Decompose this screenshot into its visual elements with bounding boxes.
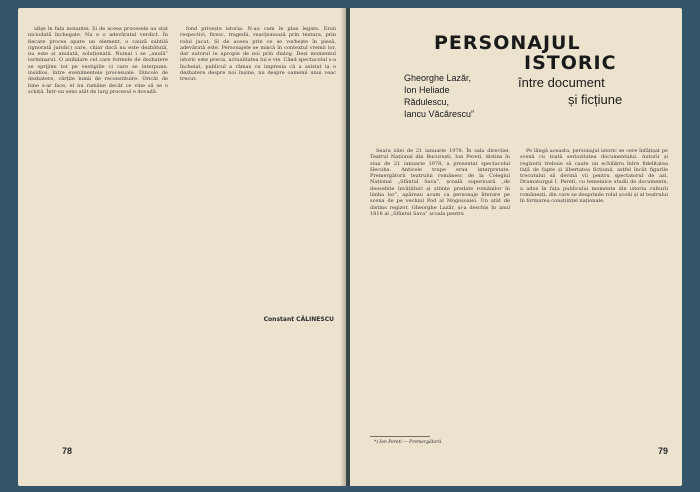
left-page-number: 78 bbox=[62, 446, 73, 456]
title-line-2: ISTORIC bbox=[524, 52, 617, 74]
left-column-1 bbox=[28, 26, 168, 436]
subtitle-line: Rădulescu, bbox=[404, 97, 450, 107]
right-column-1 bbox=[370, 148, 510, 428]
subtitle-line: Iancu Văcărescu” bbox=[404, 109, 475, 119]
right-col2-text: Pe lângă aceasta, personajul istoric se cere înfățișat pe scenă cu toată seriozitatea documentului. Autorii și regizorii trebuie să caute un echilibru între fidelitatea față de fapte și libertatea ficțiunii, astfel încât figurile trecutului să devină vii pentru spectatorul de azi. Dramaturgul I. Pereti, cu temeinice studii de documente, a adus în fața publicului momente din istoria culturii românești, din care se desprinde rolul școlii și al teatrului în formarea conștiinței naționale. bbox=[520, 148, 668, 205]
footnote-rule bbox=[370, 436, 430, 437]
right-col1-text: Seara zilei de 21 ianuarie 1978. În sala direcției, Teatrul Național din București, Ion Pereti, distins în ziua de 21 ianuarie 1978, a prezentat spectacolul Hecuba. Anticele trupe erau interpretate. Premergătorii teatrului românesc de la Colegiul Național „Sfântul Sava”, școală superioară „de deosebite învățături și științe predate românilor în limba lor”, apăreau acum ca personaje literare pe scena de pe vechiul Pod al Mogoșoaiei. Un atât de distins regizor, Gheorghe Lazăr, și-a deschis în anul 1818 al „Sfântul Sava” școala pentru bbox=[370, 148, 510, 217]
left-page bbox=[18, 8, 346, 486]
article-subtitle bbox=[404, 72, 514, 120]
author-signature: Constant CĂLINESCU bbox=[263, 316, 334, 323]
title-line-4: și ficțiune bbox=[568, 92, 623, 107]
left-col1-text: afişe în fața instanței. Și de aceea procesele au stat niciodată închegate. Nu e o adevăratul verdict. În fiecare proces apare un element, o cauză subtilă (ignorată juridic) care, chiar dacă nu este dezbătută, nu este și anulată, soluționată. Numai i se „anulă” terminarul. O anihilare cel care formele de dezbatere se sprijine tot pe vestigiile ci care se interpune, insidios, între evenimentele procesuale. Dincolo de dezbatere, cărțile lumii de reconstituire. Oricât de bine s-ar face, el nu ramâne decât ce vine să se o schiță. Într-un sens atât de larg procesul e dovadă. bbox=[28, 26, 168, 95]
article-title bbox=[374, 14, 674, 144]
title-line-3: între document bbox=[518, 75, 605, 90]
left-col2-text: fond privește istoria. N-au cum în plan legate. Eroii respectivi, firesc, tragedii, reacționează prin textura, prin rolul jucat. Și de aceea prin ce se vorbește în piesă, adevărată este. Personajele se mișcă în contextul vremii lor, dar autorul le apropie de noi prin dialog. Deși momentul istoric este precis, actualitatea lui e vie. Când spectacolul s-a încheiat, publicul a rămas cu impresia că a asistat la o dezbatere despre noi înșine, nu despre oamenii unui veac trecut. bbox=[180, 26, 336, 83]
right-page-number: 79 bbox=[657, 446, 668, 456]
left-column-2 bbox=[180, 26, 336, 306]
right-column-2 bbox=[520, 148, 668, 438]
subtitle-line: Gheorghe Lazăr, bbox=[404, 73, 472, 83]
right-page bbox=[350, 8, 682, 486]
title-line-1: PERSONAJUL bbox=[434, 32, 581, 54]
footnote: *) Ion Pereti — Premergătorii. bbox=[374, 440, 443, 445]
subtitle-line: Ion Heliade bbox=[404, 85, 450, 95]
